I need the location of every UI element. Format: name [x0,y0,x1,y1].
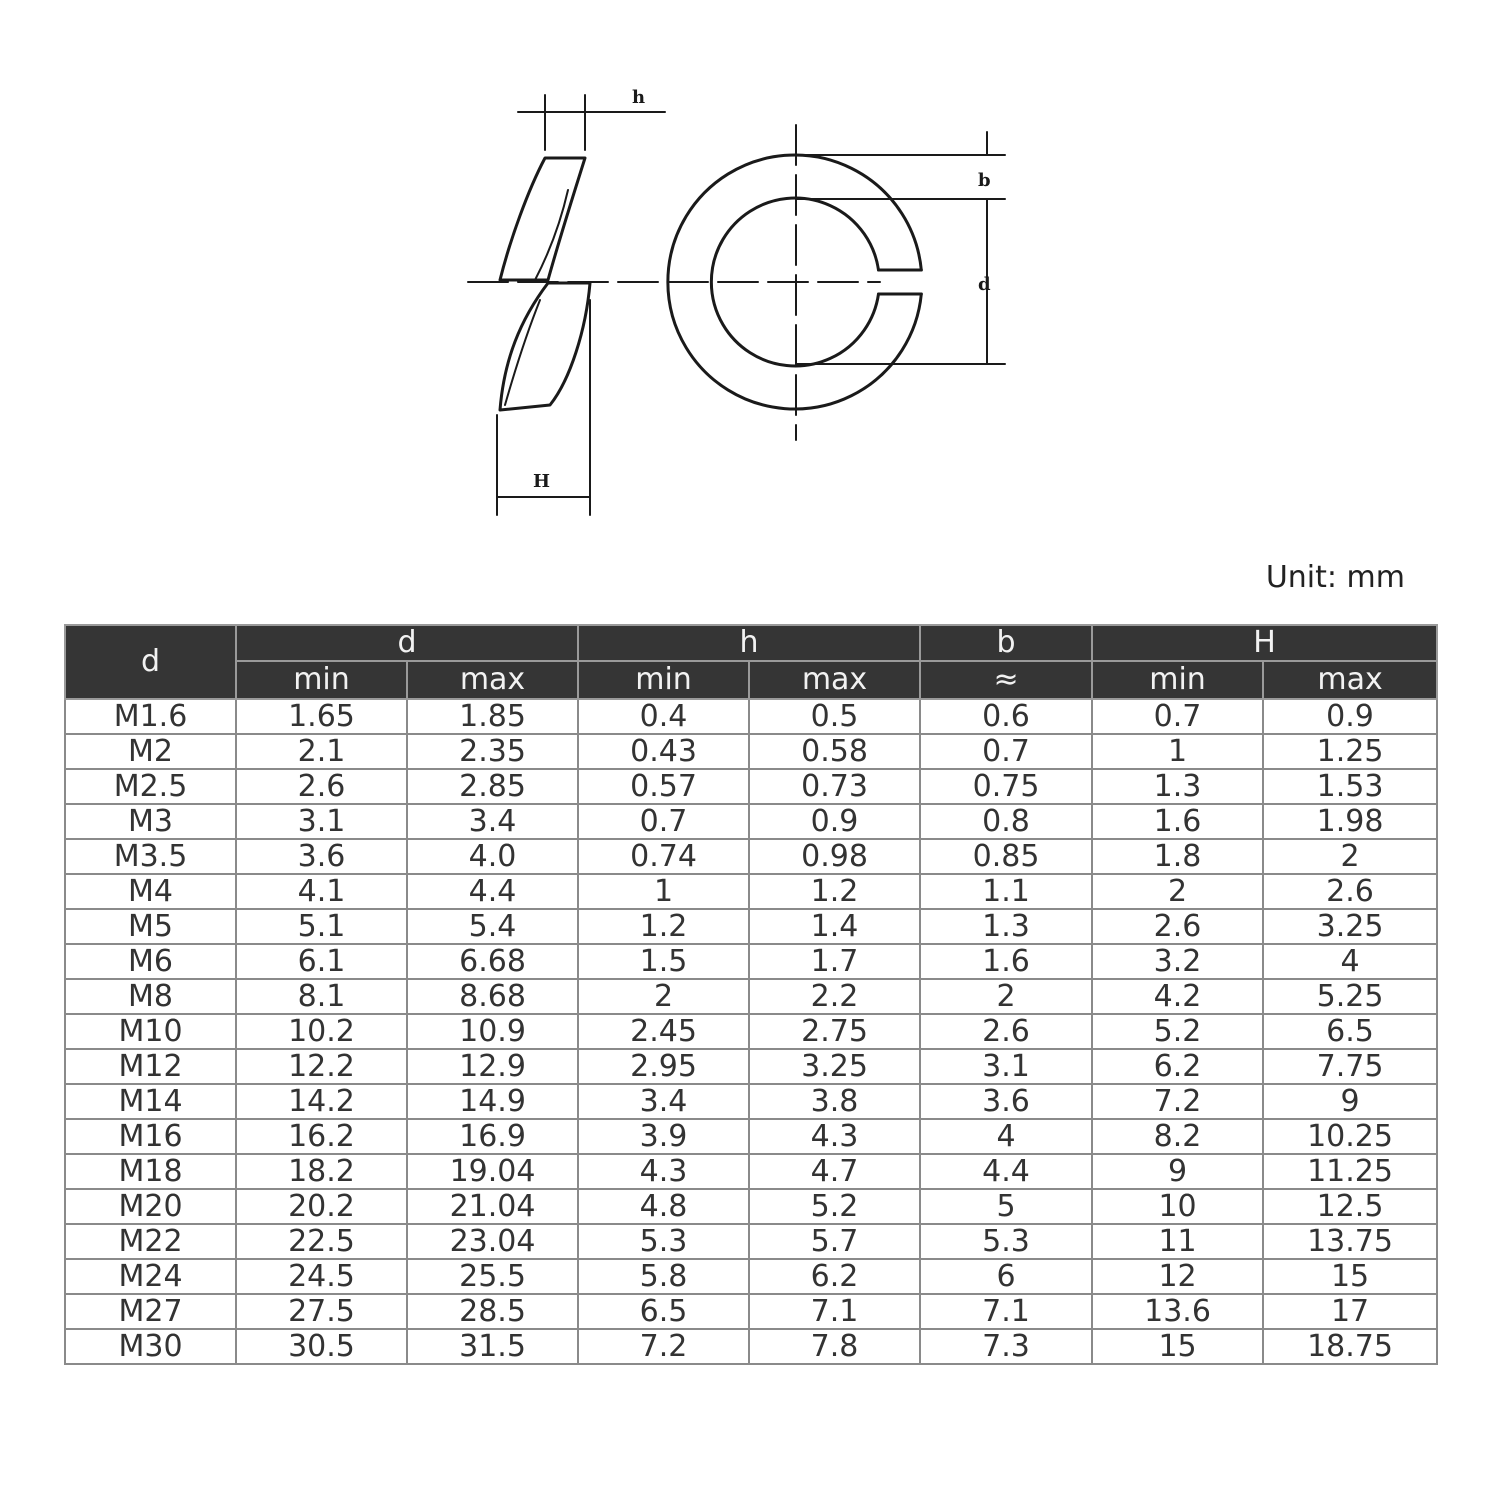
cell-d-max: 6.68 [407,944,578,979]
table-row [65,909,1437,944]
cell-H-min: 1.3 [1092,769,1263,804]
table-row [65,1014,1437,1049]
header-row-sub [65,661,1437,699]
cell-d-max: 19.04 [407,1154,578,1189]
table-row [65,944,1437,979]
cell-h-min: 0.7 [578,804,749,839]
cell-d-min: 24.5 [236,1259,407,1294]
cell-d-max: 2.85 [407,769,578,804]
cell-H-max: 3.25 [1263,909,1437,944]
cell-H-min: 0.7 [1092,699,1263,734]
cell-h-max: 3.25 [749,1049,920,1084]
cell-size: M14 [65,1084,236,1119]
cell-size: M16 [65,1119,236,1154]
table-row [65,1119,1437,1154]
cell-H-max: 13.75 [1263,1224,1437,1259]
header-H-max: max [1263,661,1437,699]
cell-d-min: 4.1 [236,874,407,909]
cell-size: M12 [65,1049,236,1084]
cell-h-max: 0.9 [749,804,920,839]
cell-d-max: 12.9 [407,1049,578,1084]
cell-size: M18 [65,1154,236,1189]
cell-d-max: 31.5 [407,1329,578,1364]
cell-d-max: 8.68 [407,979,578,1014]
cell-d-min: 5.1 [236,909,407,944]
table-row [65,1259,1437,1294]
cell-b-approx: 3.1 [920,1049,1092,1084]
header-size: d [65,625,236,699]
b-d-dimensions [796,132,1005,364]
header-h-max: max [749,661,920,699]
cell-H-max: 1.98 [1263,804,1437,839]
cell-d-min: 1.65 [236,699,407,734]
cell-h-max: 1.7 [749,944,920,979]
cell-h-max: 3.8 [749,1084,920,1119]
cell-d-min: 16.2 [236,1119,407,1154]
cell-b-approx: 0.6 [920,699,1092,734]
table-row [65,1049,1437,1084]
header-d-max: max [407,661,578,699]
H-label: H [533,471,551,492]
cell-H-max: 7.75 [1263,1049,1437,1084]
cell-h-max: 0.98 [749,839,920,874]
cell-size: M8 [65,979,236,1014]
d-label: d [978,274,991,295]
cell-b-approx: 2.6 [920,1014,1092,1049]
cell-d-min: 22.5 [236,1224,407,1259]
cell-b-approx: 0.85 [920,839,1092,874]
washer-technical-drawing [0,0,1500,540]
cell-size: M2 [65,734,236,769]
cell-H-max: 2.6 [1263,874,1437,909]
cell-H-max: 5.25 [1263,979,1437,1014]
table-row [65,769,1437,804]
cell-d-min: 2.1 [236,734,407,769]
cell-H-max: 1.53 [1263,769,1437,804]
cell-b-approx: 1.1 [920,874,1092,909]
cell-d-min: 18.2 [236,1154,407,1189]
cell-h-max: 0.5 [749,699,920,734]
cell-H-min: 1 [1092,734,1263,769]
cell-d-min: 6.1 [236,944,407,979]
cell-H-max: 2 [1263,839,1437,874]
cell-H-min: 3.2 [1092,944,1263,979]
cell-d-min: 3.6 [236,839,407,874]
cell-H-max: 17 [1263,1294,1437,1329]
cell-d-min: 20.2 [236,1189,407,1224]
cell-d-max: 4.4 [407,874,578,909]
cell-d-min: 3.1 [236,804,407,839]
cell-d-max: 14.9 [407,1084,578,1119]
cell-b-approx: 7.1 [920,1294,1092,1329]
cell-d-max: 3.4 [407,804,578,839]
cell-h-max: 7.8 [749,1329,920,1364]
cell-h-min: 4.8 [578,1189,749,1224]
cell-d-max: 25.5 [407,1259,578,1294]
cell-h-min: 1.2 [578,909,749,944]
b-label: b [978,170,991,191]
cell-h-max: 0.58 [749,734,920,769]
cell-h-min: 1.5 [578,944,749,979]
cell-d-min: 12.2 [236,1049,407,1084]
cell-h-max: 1.2 [749,874,920,909]
header-d-min: min [236,661,407,699]
table-row [65,1224,1437,1259]
cell-h-max: 2.75 [749,1014,920,1049]
cell-h-max: 5.2 [749,1189,920,1224]
cell-d-max: 10.9 [407,1014,578,1049]
table-body [65,699,1437,1364]
cell-size: M1.6 [65,699,236,734]
cell-b-approx: 5 [920,1189,1092,1224]
cell-h-max: 5.7 [749,1224,920,1259]
cell-size: M10 [65,1014,236,1049]
cell-b-approx: 7.3 [920,1329,1092,1364]
cell-H-min: 11 [1092,1224,1263,1259]
header-group-b: b [920,625,1092,661]
table-row [65,1154,1437,1189]
cell-h-min: 0.43 [578,734,749,769]
cell-h-max: 2.2 [749,979,920,1014]
cell-h-min: 2.95 [578,1049,749,1084]
cell-H-max: 10.25 [1263,1119,1437,1154]
cell-b-approx: 0.8 [920,804,1092,839]
cell-d-max: 23.04 [407,1224,578,1259]
washer-side-view [500,158,590,410]
cell-H-max: 1.25 [1263,734,1437,769]
cell-h-min: 0.4 [578,699,749,734]
cell-H-max: 4 [1263,944,1437,979]
cell-d-min: 14.2 [236,1084,407,1119]
cell-d-max: 21.04 [407,1189,578,1224]
cell-H-min: 15 [1092,1329,1263,1364]
cell-H-max: 15 [1263,1259,1437,1294]
cell-size: M5 [65,909,236,944]
cell-size: M27 [65,1294,236,1329]
cell-H-min: 12 [1092,1259,1263,1294]
cell-H-max: 9 [1263,1084,1437,1119]
cell-h-max: 4.7 [749,1154,920,1189]
cell-b-approx: 5.3 [920,1224,1092,1259]
cell-size: M6 [65,944,236,979]
cell-size: M4 [65,874,236,909]
cell-H-min: 5.2 [1092,1014,1263,1049]
cell-h-min: 3.9 [578,1119,749,1154]
unit-label: Unit: mm [1265,560,1405,595]
table-row [65,804,1437,839]
cell-H-min: 8.2 [1092,1119,1263,1154]
cell-size: M3.5 [65,839,236,874]
cell-h-min: 5.8 [578,1259,749,1294]
table-row [65,979,1437,1014]
cell-H-min: 13.6 [1092,1294,1263,1329]
cell-b-approx: 4 [920,1119,1092,1154]
cell-size: M30 [65,1329,236,1364]
cell-h-min: 0.74 [578,839,749,874]
cell-d-max: 5.4 [407,909,578,944]
cell-h-min: 3.4 [578,1084,749,1119]
table-row [65,874,1437,909]
cell-H-min: 9 [1092,1154,1263,1189]
cell-d-max: 1.85 [407,699,578,734]
cell-h-min: 5.3 [578,1224,749,1259]
cell-h-max: 4.3 [749,1119,920,1154]
header-group-h: h [578,625,920,661]
header-row-groups [65,625,1437,661]
cell-b-approx: 4.4 [920,1154,1092,1189]
cell-H-min: 10 [1092,1189,1263,1224]
cell-h-max: 6.2 [749,1259,920,1294]
cell-b-approx: 2 [920,979,1092,1014]
cell-b-approx: 6 [920,1259,1092,1294]
header-group-H: H [1092,625,1437,661]
cell-d-min: 2.6 [236,769,407,804]
spec-table [64,624,1438,1365]
cell-H-max: 11.25 [1263,1154,1437,1189]
cell-H-min: 1.8 [1092,839,1263,874]
cell-size: M22 [65,1224,236,1259]
table-row [65,839,1437,874]
cell-H-min: 7.2 [1092,1084,1263,1119]
header-H-min: min [1092,661,1263,699]
table-row [65,1329,1437,1364]
cell-h-min: 6.5 [578,1294,749,1329]
cell-b-approx: 1.6 [920,944,1092,979]
cell-h-min: 0.57 [578,769,749,804]
cell-H-max: 0.9 [1263,699,1437,734]
cell-d-min: 30.5 [236,1329,407,1364]
cell-h-min: 4.3 [578,1154,749,1189]
table-row [65,1294,1437,1329]
cell-H-max: 6.5 [1263,1014,1437,1049]
cell-h-max: 7.1 [749,1294,920,1329]
cell-size: M2.5 [65,769,236,804]
cell-H-max: 12.5 [1263,1189,1437,1224]
cell-H-min: 1.6 [1092,804,1263,839]
cell-h-min: 2 [578,979,749,1014]
cell-b-approx: 3.6 [920,1084,1092,1119]
cell-size: M20 [65,1189,236,1224]
cell-d-max: 28.5 [407,1294,578,1329]
cell-H-max: 18.75 [1263,1329,1437,1364]
header-h-min: min [578,661,749,699]
table-row [65,1189,1437,1224]
table-row [65,1084,1437,1119]
cell-d-min: 10.2 [236,1014,407,1049]
cell-h-min: 7.2 [578,1329,749,1364]
header-group-d: d [236,625,578,661]
table-row [65,699,1437,734]
cell-h-max: 1.4 [749,909,920,944]
h-label: h [632,87,646,108]
cell-h-max: 0.73 [749,769,920,804]
header-b-approx: ≈ [920,661,1092,699]
cell-h-min: 1 [578,874,749,909]
cell-b-approx: 0.75 [920,769,1092,804]
cell-size: M3 [65,804,236,839]
cell-H-min: 2.6 [1092,909,1263,944]
cell-H-min: 2 [1092,874,1263,909]
cell-b-approx: 1.3 [920,909,1092,944]
cell-d-min: 8.1 [236,979,407,1014]
cell-d-max: 2.35 [407,734,578,769]
table-row [65,734,1437,769]
cell-size: M24 [65,1259,236,1294]
cell-d-min: 27.5 [236,1294,407,1329]
cell-b-approx: 0.7 [920,734,1092,769]
cell-d-max: 4.0 [407,839,578,874]
cell-H-min: 4.2 [1092,979,1263,1014]
cell-d-max: 16.9 [407,1119,578,1154]
cell-h-min: 2.45 [578,1014,749,1049]
cell-H-min: 6.2 [1092,1049,1263,1084]
